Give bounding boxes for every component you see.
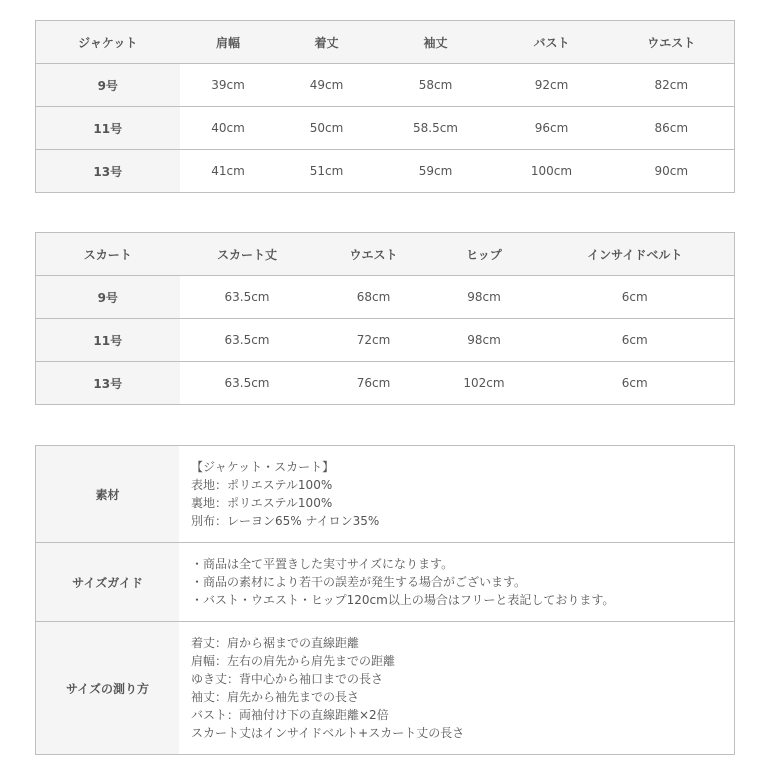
size-label: 13号	[36, 150, 180, 193]
table-cell: 40cm	[180, 107, 277, 150]
info-label: 素材	[36, 446, 180, 543]
info-line: 表地：ポリエステル100%	[191, 478, 333, 492]
table-row	[36, 276, 735, 319]
table-cell: 63.5cm	[180, 276, 315, 319]
table-cell: 98cm	[433, 276, 536, 319]
header-cell: ジャケット	[36, 21, 180, 64]
info-line: ・バスト・ウエスト・ヒップ120cm以上の場合はフリーと表記しております。	[191, 593, 615, 607]
info-line: 袖丈：肩先から袖先までの長さ	[191, 690, 360, 704]
table-cell: 82cm	[609, 64, 735, 107]
header-cell: ヒップ	[433, 233, 536, 276]
table-cell: 58cm	[377, 64, 495, 107]
table-cell: 63.5cm	[180, 362, 315, 405]
info-row-size-guide	[36, 543, 735, 622]
header-cell: ウエスト	[609, 21, 735, 64]
info-line: ・商品の素材により若干の誤差が発生する場合がございます。	[191, 575, 527, 589]
table-cell: 6cm	[536, 276, 735, 319]
table-cell: 50cm	[277, 107, 377, 150]
size-label: 11号	[36, 319, 180, 362]
table-header-row	[36, 233, 735, 276]
table-row	[36, 107, 735, 150]
header-cell: 肩幅	[180, 21, 277, 64]
table-header-row	[36, 21, 735, 64]
header-cell: 袖丈	[377, 21, 495, 64]
table-cell: 49cm	[277, 64, 377, 107]
header-cell: バスト	[495, 21, 609, 64]
header-cell: スカート丈	[180, 233, 315, 276]
info-label: サイズガイド	[36, 543, 180, 622]
jacket-size-table	[35, 20, 735, 193]
info-line: ・商品は全て平置きした実寸サイズになります。	[191, 557, 454, 571]
info-content	[179, 446, 735, 543]
table-row	[36, 362, 735, 405]
table-cell: 102cm	[433, 362, 536, 405]
table-cell: 76cm	[315, 362, 433, 405]
size-label: 13号	[36, 362, 180, 405]
size-label: 9号	[36, 64, 180, 107]
table-cell: 51cm	[277, 150, 377, 193]
table-cell: 72cm	[315, 319, 433, 362]
size-label: 9号	[36, 276, 180, 319]
table-row	[36, 64, 735, 107]
header-cell: 着丈	[277, 21, 377, 64]
table-row	[36, 319, 735, 362]
info-content	[179, 543, 735, 622]
info-label: サイズの測り方	[36, 622, 180, 755]
table-cell: 100cm	[495, 150, 609, 193]
size-label: 11号	[36, 107, 180, 150]
table-cell: 90cm	[609, 150, 735, 193]
header-cell: スカート	[36, 233, 180, 276]
table-cell: 59cm	[377, 150, 495, 193]
info-line: 別布：レーヨン65% ナイロン35%	[191, 514, 380, 528]
table-cell: 96cm	[495, 107, 609, 150]
table-cell: 6cm	[536, 319, 735, 362]
info-line: 着丈：肩から裾までの直線距離	[191, 636, 360, 650]
table-cell: 92cm	[495, 64, 609, 107]
table-cell: 58.5cm	[377, 107, 495, 150]
header-cell: ウエスト	[315, 233, 433, 276]
skirt-size-table	[35, 232, 735, 405]
table-cell: 41cm	[180, 150, 277, 193]
header-cell: インサイドベルト	[536, 233, 735, 276]
table-cell: 39cm	[180, 64, 277, 107]
table-cell: 63.5cm	[180, 319, 315, 362]
info-line: 裏地：ポリエステル100%	[191, 496, 333, 510]
info-line: 【ジャケット・スカート】	[191, 460, 335, 474]
info-content	[179, 622, 735, 755]
info-line: 肩幅：左右の肩先から肩先までの距離	[191, 654, 396, 668]
info-line: スカート丈はインサイドベルト+スカート丈の長さ	[191, 726, 465, 740]
info-line: ゆき丈：背中心から袖口までの長さ	[191, 672, 384, 686]
table-cell: 86cm	[609, 107, 735, 150]
table-row	[36, 150, 735, 193]
table-cell: 98cm	[433, 319, 536, 362]
info-line: バスト：両袖付け下の直線距離×2倍	[191, 708, 389, 722]
table-cell: 6cm	[536, 362, 735, 405]
info-row-measurement	[36, 622, 735, 755]
info-row-material	[36, 446, 735, 543]
table-cell: 68cm	[315, 276, 433, 319]
product-info-table	[35, 445, 735, 755]
